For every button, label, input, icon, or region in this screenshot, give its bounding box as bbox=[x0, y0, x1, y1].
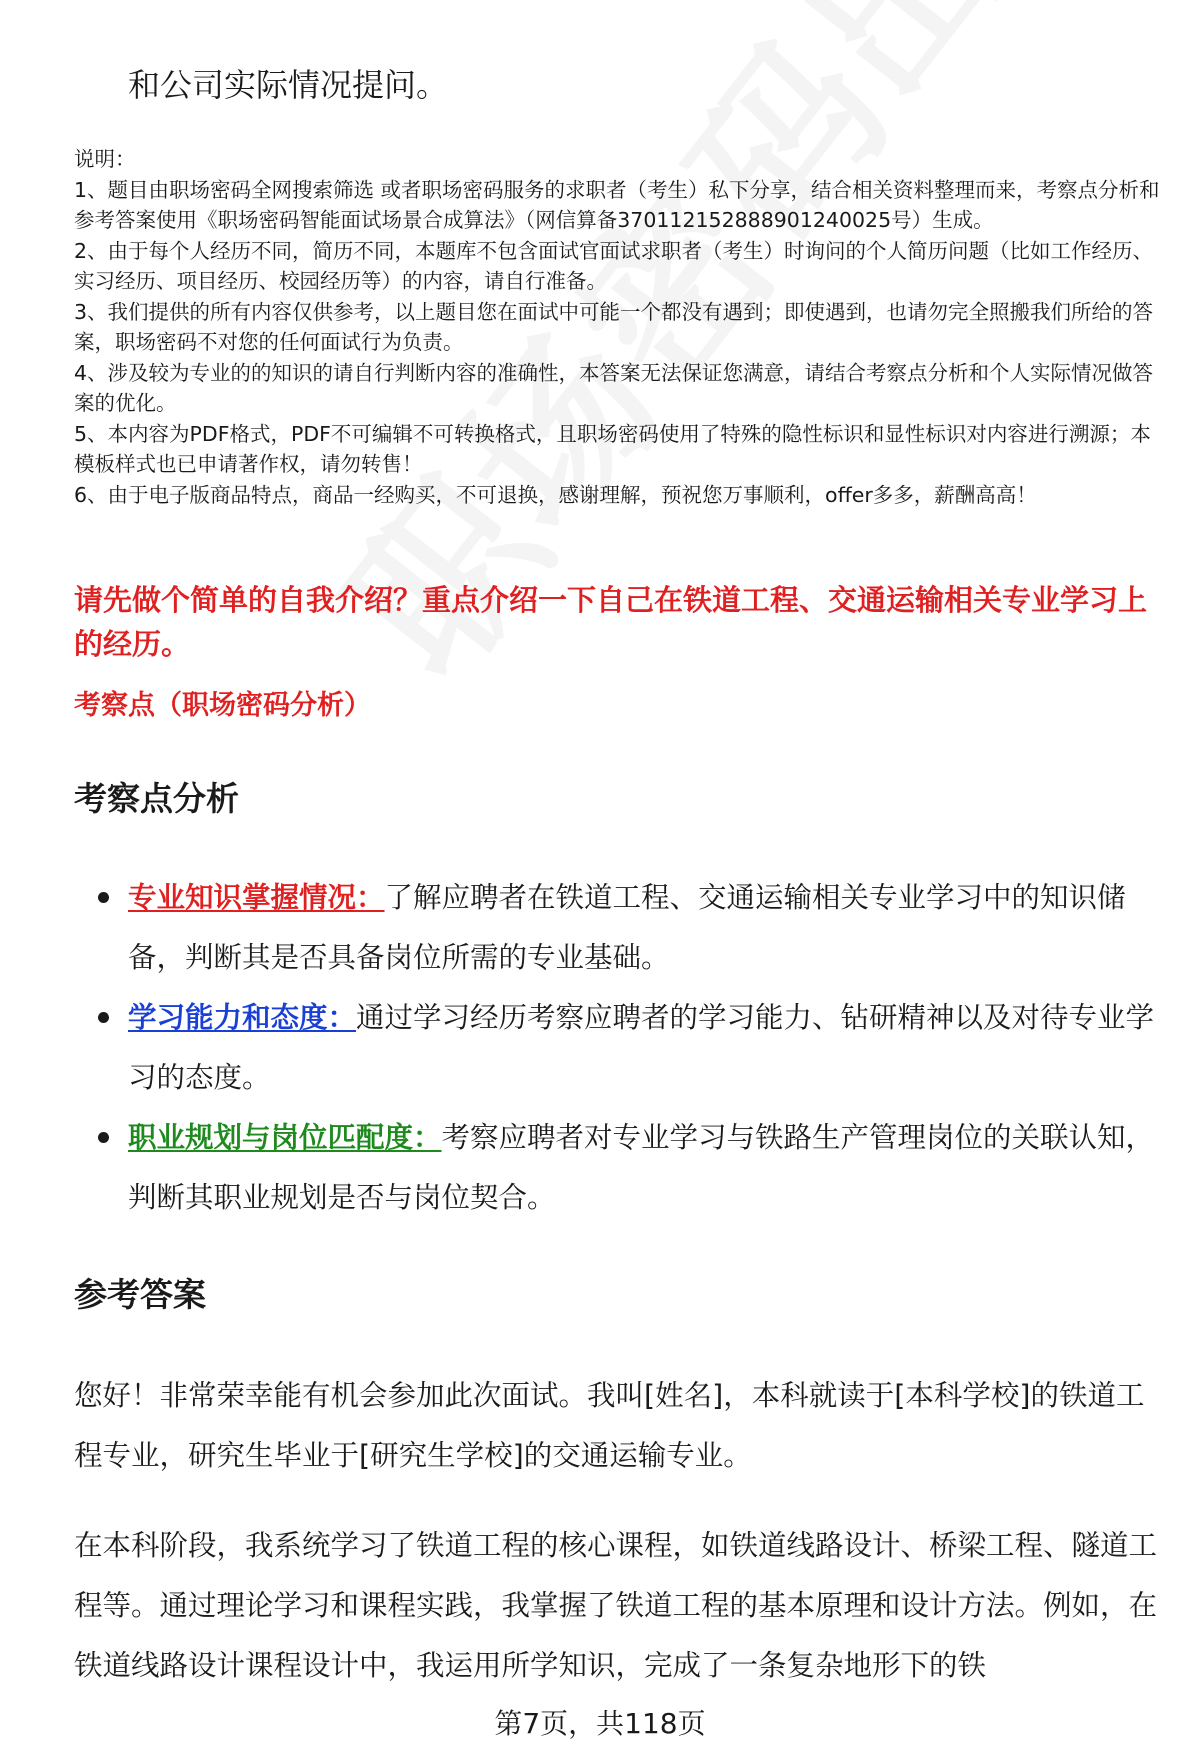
analysis-text: 通过学习经历考察应聘者的学习能力、钻研精神以及对待专业学习的态度。 bbox=[128, 1001, 1155, 1094]
notes-title: 说明： bbox=[74, 147, 136, 171]
answer-paragraph: 在本科阶段，我系统学习了铁道工程的核心课程，如铁道线路设计、桥梁工程、隧道工程等。通过理论学习和课程实践，我掌握了铁道工程的基本原理和设计方法。例如，在铁道线路设计课程设计中，我运用所学知识，完成了一条复杂地形下的铁 bbox=[74, 1529, 1158, 1682]
note-item: 2、由于每个人经历不同，简历不同，本题库不包含面试官面试求职者（考生）时询问的个人简历问题（比如工作经历、实习经历、项目经历、校园经历等）的内容，请自行准备。 bbox=[74, 238, 1154, 293]
analysis-text: 了解应聘者在铁道工程、交通运输相关专业学习中的知识储备，判断其是否具备岗位所需的专业基础。 bbox=[128, 881, 1126, 974]
analysis-list bbox=[128, 868, 1168, 1228]
analysis-subheading: 考察点（职场密码分析） bbox=[74, 690, 371, 721]
interview-question: 请先做个简单的自我介绍？重点介绍一下自己在铁道工程、交通运输相关专业学习上的经历。 bbox=[74, 583, 1148, 661]
notes-section bbox=[74, 144, 1164, 510]
analysis-item bbox=[128, 1108, 1168, 1228]
analysis-text: 考察应聘者对专业学习与铁路生产管理岗位的关联认知，判断其职业规划是否与岗位契合。 bbox=[128, 1121, 1155, 1214]
answer-body bbox=[74, 1366, 1169, 1726]
analysis-item bbox=[128, 988, 1168, 1108]
analysis-keyword: 职业规划与岗位匹配度： bbox=[128, 1121, 442, 1154]
note-item: 6、由于电子版商品特点，商品一经购买，不可退换，感谢理解，预祝您万事顺利，offer多多，薪酬高高！ bbox=[74, 482, 1037, 507]
note-item: 5、本内容为PDF格式，PDF不可编辑不可转换格式，且职场密码使用了特殊的隐性标识和显性标识对内容进行溯源；本模板样式也已申请著作权，请勿转售！ bbox=[74, 421, 1151, 476]
continued-text: 和公司实际情况提问。 bbox=[128, 66, 449, 104]
analysis-keyword: 专业知识掌握情况： bbox=[128, 881, 385, 914]
note-item: 3、我们提供的所有内容仅供参考，以上题目您在面试中可能一个都没有遇到；即使遇到，也请勿完全照搬我们所给的答案，职场密码不对您的任何面试行为负责。 bbox=[74, 299, 1154, 354]
answer-heading: 参考答案 bbox=[74, 1275, 206, 1314]
note-item: 1、题目由职场密码全网搜索筛选 或者职场密码服务的求职者（考生）私下分享，结合相关资料整理而来，考察点分析和参考答案使用《职场密码智能面试场景合成算法》（网信算备370112152888901240025号）生成。 bbox=[74, 177, 1160, 232]
page-number: 第7页，共118页 bbox=[494, 1707, 706, 1740]
analysis-item bbox=[128, 868, 1168, 988]
answer-paragraph: 您好！非常荣幸能有机会参加此次面试。我叫[姓名]，本科就读于[本科学校]的铁道工程专业，研究生毕业于[研究生学校]的交通运输专业。 bbox=[74, 1379, 1145, 1472]
note-item: 4、涉及较为专业的的知识的请自行判断内容的准确性，本答案无法保证您满意，请结合考察点分析和个人实际情况做答案的优化。 bbox=[74, 360, 1154, 415]
analysis-heading: 考察点分析 bbox=[74, 779, 239, 818]
analysis-keyword: 学习能力和态度： bbox=[128, 1001, 357, 1034]
